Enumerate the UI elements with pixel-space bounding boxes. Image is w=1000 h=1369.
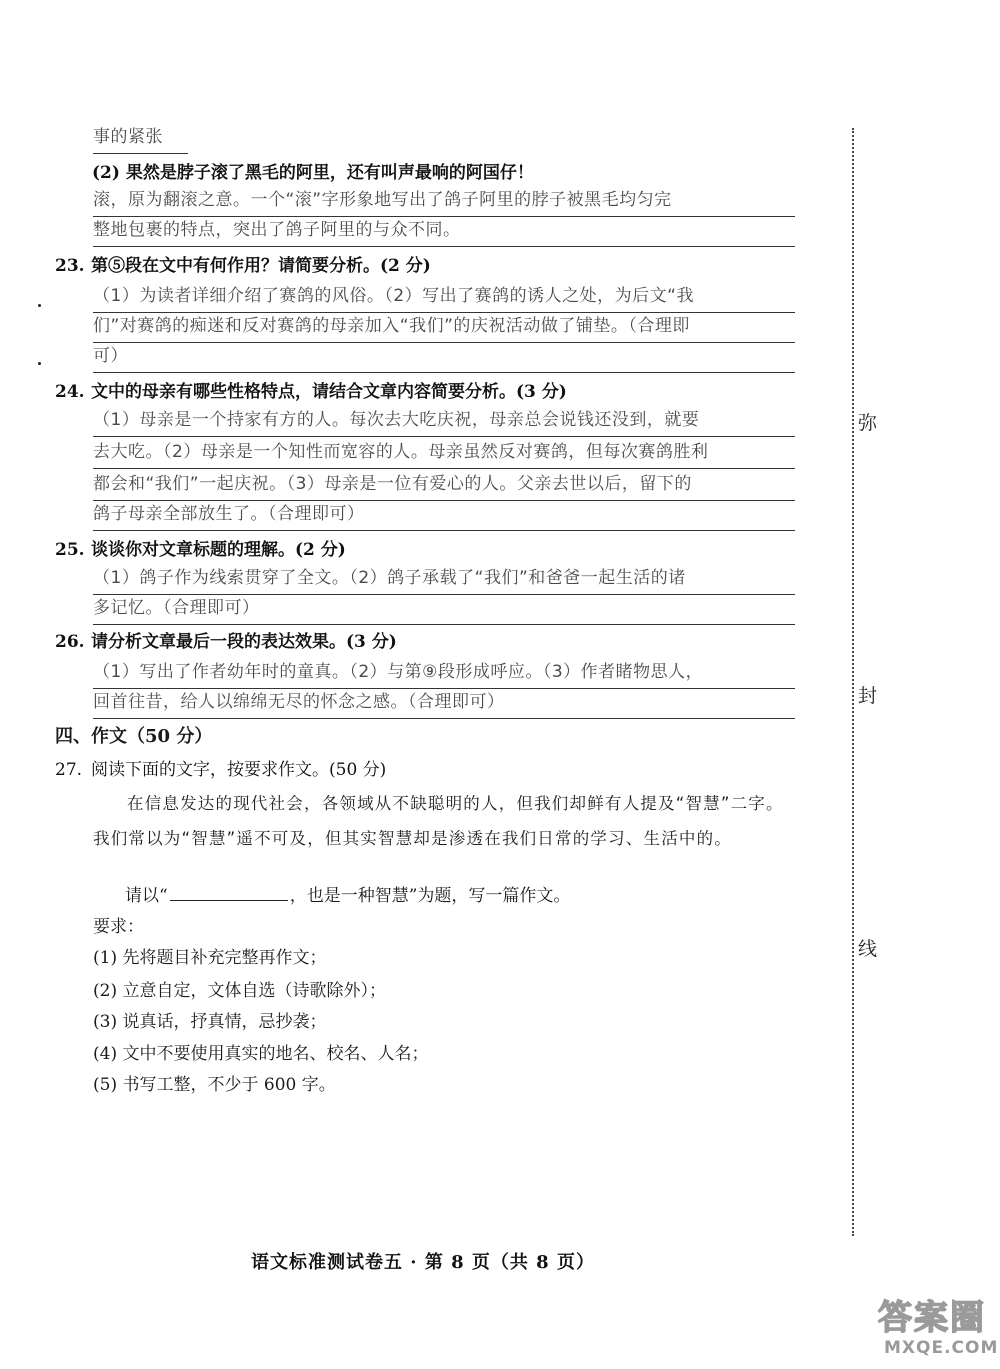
question-27 bbox=[55, 756, 386, 784]
essay-instruction bbox=[125, 880, 570, 910]
question-number: 25. bbox=[55, 540, 85, 560]
answer-line: 多记忆。（合理即可） bbox=[93, 594, 795, 625]
question-text: 第⑤段在文中有何作用？请简要分析。(2 分) bbox=[91, 256, 431, 276]
watermark-url: MXQE.COM bbox=[884, 1338, 999, 1358]
section-title: 四、作文（50 分） bbox=[55, 726, 213, 747]
seal-char-xian: 线 bbox=[858, 934, 877, 961]
answer-line: （1）鸽子作为线索贯穿了全文。（2）鸽子承载了“我们”和爸爸一起生活的诸 bbox=[93, 564, 795, 595]
watermark-text: 答案圈 bbox=[878, 1298, 986, 1338]
requirement-item: (3) 说真话，抒真情，忌抄袭； bbox=[93, 1012, 327, 1032]
instruction-text: 请以“ bbox=[125, 886, 168, 906]
question-26 bbox=[55, 628, 397, 656]
margin-dot bbox=[38, 362, 41, 365]
question-text: 文中的母亲有哪些性格特点，请结合文章内容简要分析。(3 分) bbox=[91, 382, 567, 402]
answer-line: （1）写出了作者幼年时的童真。（2）与第⑨段形成呼应。（3）作者睹物思人， bbox=[93, 658, 795, 689]
question-number: 26. bbox=[55, 632, 85, 652]
answer-line: 们”对赛鸽的痴迷和反对赛鸽的母亲加入“我们”的庆祝活动做了铺垫。（合理即 bbox=[93, 312, 795, 343]
question-22-2: (2) 果然是脖子滚了黑毛的阿里，还有叫声最响的阿国仔！ bbox=[92, 163, 534, 183]
answer-line: 回首往昔，给人以绵绵无尽的怀念之感。（合理即可） bbox=[93, 688, 795, 719]
page-footer: 语文标准测试卷五 · 第 8 页（共 8 页） bbox=[251, 1252, 595, 1273]
answer-line: 鸽子母亲全部放生了。（合理即可） bbox=[93, 500, 795, 531]
title-blank bbox=[170, 880, 288, 901]
instruction-text: ，也是一种智慧”为题，写一篇作文。 bbox=[289, 886, 571, 906]
answer-line: 去大吃。（2）母亲是一个知性而宽容的人。母亲虽然反对赛鸽，但每次赛鸽胜利 bbox=[93, 438, 795, 469]
question-25 bbox=[55, 536, 346, 564]
requirements-heading: 要求： bbox=[93, 917, 144, 937]
answer-line: 事的紧张 bbox=[93, 123, 188, 154]
answer-line: 可） bbox=[93, 342, 795, 373]
essay-prompt: 在信息发达的现代社会，各领域从不缺聪明的人，但我们却鲜有人提及“智慧”二字。我们常以为“智慧”遥不可及，但其实智慧却是渗透在我们日常的学习、生活中的。 bbox=[93, 794, 784, 848]
seal-line bbox=[852, 128, 854, 1236]
question-number: 27. bbox=[55, 760, 83, 780]
requirement-item: (5) 书写工整，不少于 600 字。 bbox=[93, 1075, 336, 1095]
watermark-logo bbox=[878, 1290, 999, 1365]
seal-char-mi: 弥 bbox=[858, 408, 877, 435]
question-number: 24. bbox=[55, 382, 85, 402]
question-number: 23. bbox=[55, 256, 85, 276]
answer-line: （1）母亲是一个持家有方的人。每次去大吃庆祝，母亲总会说钱还没到，就要 bbox=[93, 406, 795, 437]
requirement-item: (4) 文中不要使用真实的地名、校名、人名； bbox=[93, 1044, 429, 1064]
answer-line: （1）为读者详细介绍了赛鸽的风俗。（2）写出了赛鸽的诱人之处，为后文“我 bbox=[93, 282, 795, 313]
seal-char-feng: 封 bbox=[858, 681, 877, 708]
requirement-item: (1) 先将题目补充完整再作文； bbox=[93, 948, 327, 968]
question-23 bbox=[55, 252, 431, 280]
answer-line: 滚，原为翻滚之意。一个“滚”字形象地写出了鸽子阿里的脖子被黑毛均匀完 bbox=[93, 186, 795, 217]
question-text: 谈谈你对文章标题的理解。(2 分) bbox=[91, 540, 346, 560]
answer-line: 整地包裹的特点，突出了鸽子阿里的与众不同。 bbox=[93, 216, 795, 247]
margin-dot bbox=[38, 304, 41, 307]
answer-line: 都会和“我们”一起庆祝。（3）母亲是一位有爱心的人。父亲去世以后，留下的 bbox=[93, 470, 795, 501]
question-24 bbox=[55, 378, 567, 406]
requirement-item: (2) 立意自定，文体自选（诗歌除外）； bbox=[93, 981, 386, 1001]
question-text: 阅读下面的文字，按要求作文。(50 分) bbox=[91, 760, 387, 780]
question-text: 请分析文章最后一段的表达效果。(3 分) bbox=[91, 632, 397, 652]
